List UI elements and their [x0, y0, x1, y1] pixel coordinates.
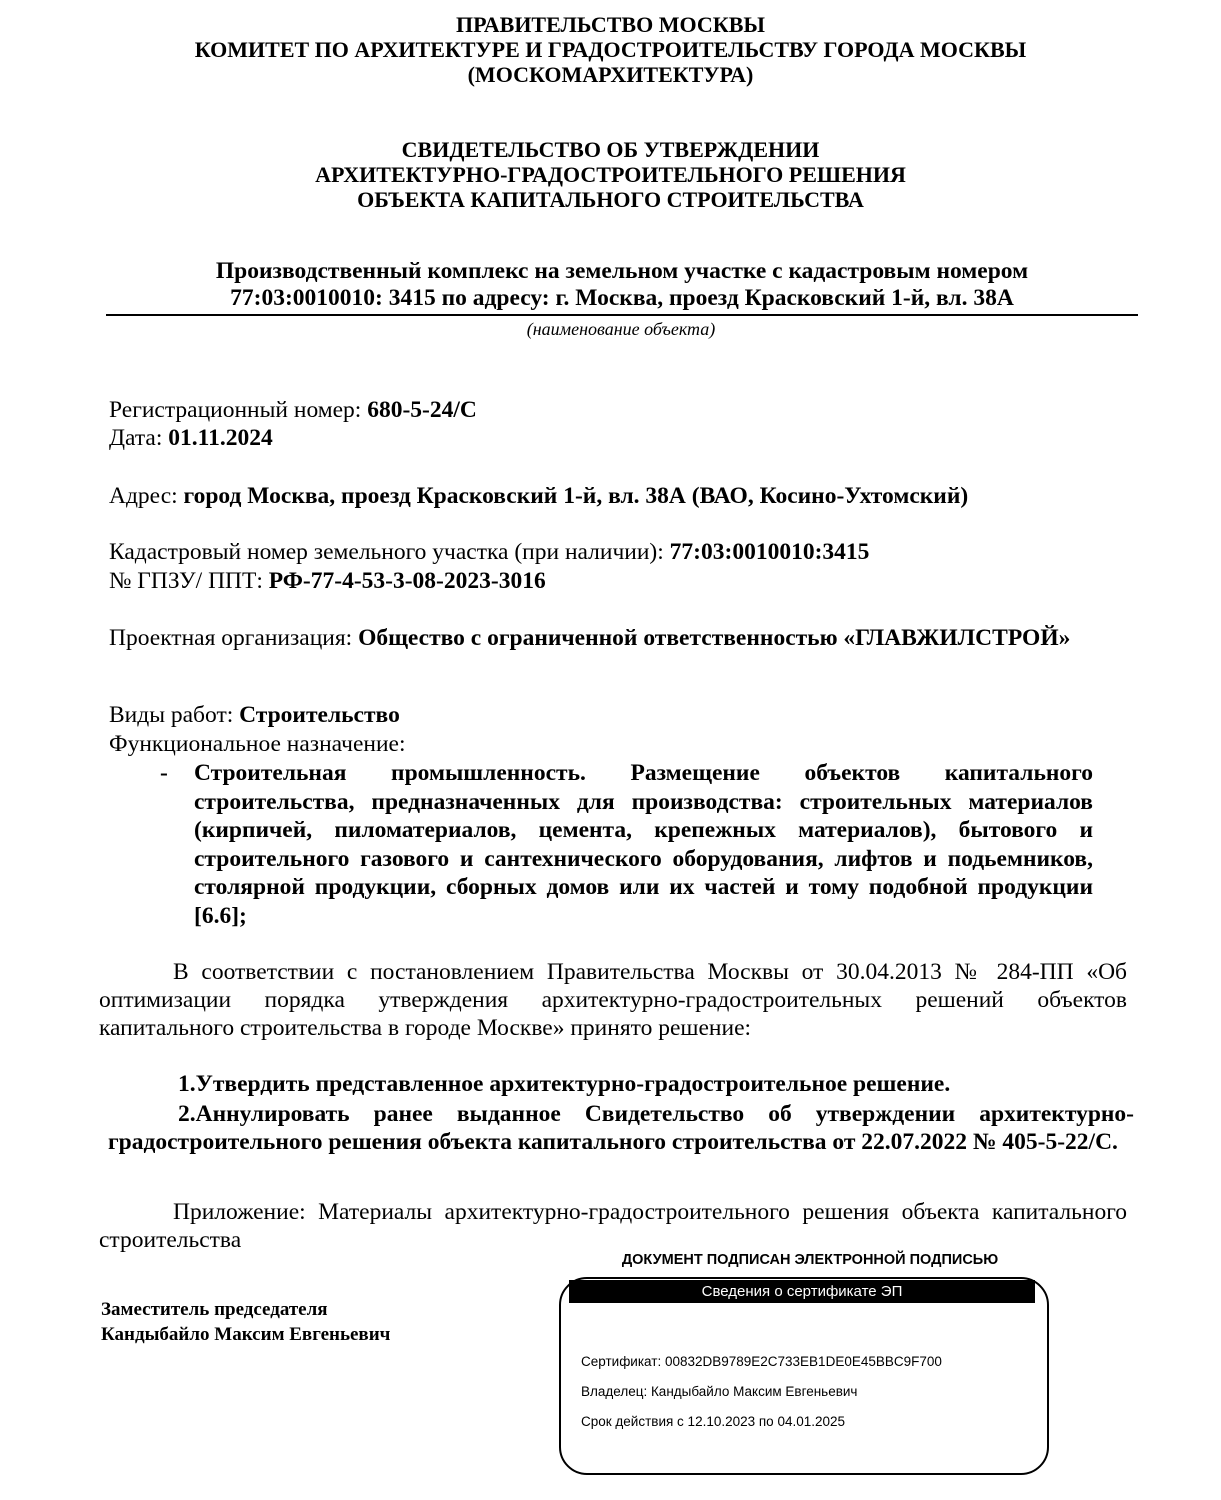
e-signature-title: ДОКУМЕНТ ПОДПИСАН ЭЛЕКТРОННОЙ ПОДПИСЬЮ — [621, 1252, 999, 1268]
gpzu-label: № ГПЗУ/ ППТ: — [109, 568, 269, 594]
signer-name: Кандыбайло Максим Евгеньевич — [101, 1324, 391, 1345]
address-value: город Москва, проезд Красковский 1-й, вл. 38А (ВАО, Косино-Ухтомский) — [183, 483, 969, 509]
object-name-underline — [106, 314, 1138, 316]
resolution-paragraph: В соответствии с постановлением Правительства Москвы от 30.04.2013 № 284-ПП «Об оптимизации порядка утверждения архитектурно-градостроительных решений объектов капитального строительства в городе Москве» принято решение: — [99, 959, 1127, 1041]
function-item-text: Строительная промышленность. Размещение объектов капитального строительства, предназначенных для производства: строительных материалов (кирпичей, пиломатериалов, цемента, крепежных материалов), бытового и строительного газового и сантехнического оборудования, лифтов и подьемников, столярной продукции, сборных домов или их частей и тому подобной продукции [6.6]; — [194, 760, 1093, 929]
signer-position: Заместитель председателя — [101, 1299, 328, 1320]
registration-label: Регистрационный номер: — [109, 397, 368, 423]
design-org-label: Проектная организация: — [109, 625, 359, 651]
registration-value: 680-5-24/С — [367, 397, 477, 423]
object-name — [106, 258, 1138, 312]
design-org-value: Общество с ограниченной ответственностью «ГЛАВЖИЛСТРОЙ» — [358, 625, 1071, 651]
registration-number — [109, 396, 477, 424]
certificate-title-line-1: СВИДЕТЕЛЬСТВО ОБ УТВЕРЖДЕНИИ — [401, 137, 820, 162]
date-value: 01.11.2024 — [168, 425, 273, 451]
decision-item-2: 2.Аннулировать ранее выданное Свидетельство об утверждении архитектурно-градостроительного решения объекта капитального строительства от 22.07.2022 № 405-5-22/С. — [108, 1101, 1134, 1155]
e-signature-stamp — [559, 1277, 1049, 1475]
cadastral-label: Кадастровый номер земельного участка (при наличии): — [109, 539, 670, 565]
appendix-paragraph: Приложение: Материалы архитектурно-градостроительного решения объекта капитального строительства — [99, 1199, 1127, 1253]
cadastral-number — [109, 538, 869, 566]
works-value: Строительство — [239, 702, 400, 728]
function-label: Функциональное назначение: — [109, 731, 406, 757]
gpzu-number — [109, 567, 546, 595]
address-label: Адрес: — [109, 483, 184, 509]
e-signature-band: Сведения о сертификате ЭП — [569, 1280, 1035, 1303]
issue-date — [109, 424, 273, 452]
design-organization — [109, 624, 1109, 652]
signer-block — [101, 1297, 390, 1347]
certificate-title-line-2: АРХИТЕКТУРНО-ГРАДОСТРОИТЕЛЬНОГО РЕШЕНИЯ — [315, 162, 906, 187]
date-label: Дата: — [109, 425, 169, 451]
list-dash: - — [160, 760, 168, 786]
e-signature-certificate: Сертификат: 00832DB9789E2C733EB1DE0E45BBC9F700 — [581, 1354, 942, 1369]
issuer-line-1: ПРАВИТЕЛЬСТВО МОСКВЫ — [456, 12, 765, 37]
work-types — [109, 701, 400, 729]
issuer-line-3: (МОСКОМАРХИТЕКТУРА) — [467, 62, 754, 87]
works-label: Виды работ: — [109, 702, 240, 728]
address — [109, 482, 1109, 510]
e-signature-validity: Срок действия с 12.10.2023 по 04.01.2025 — [581, 1414, 846, 1429]
decision-item-1: 1.Утвердить представленное архитектурно-градостроительное решение. — [178, 1071, 951, 1097]
e-signature-owner: Владелец: Кандыбайло Максим Евгеньевич — [581, 1384, 858, 1399]
object-name-line-1: Производственный комплекс на земельном участке с кадастровым номером — [215, 258, 1029, 284]
issuer-header — [0, 12, 1221, 87]
cadastral-value: 77:03:0010010:3415 — [669, 539, 870, 565]
gpzu-value: РФ-77-4-53-3-08-2023-3016 — [268, 568, 546, 594]
object-name-line-2: 77:03:0010010: 3415 по адресу: г. Москва, проезд Красковский 1-й, вл. 38А — [230, 285, 1014, 311]
object-name-caption: (наименование объекта) — [526, 319, 716, 339]
certificate-title-line-3: ОБЪЕКТА КАПИТАЛЬНОГО СТРОИТЕЛЬСТВА — [357, 187, 864, 212]
certificate-title — [0, 137, 1221, 212]
issuer-line-2: КОМИТЕТ ПО АРХИТЕКТУРЕ И ГРАДОСТРОИТЕЛЬСТВУ ГОРОДА МОСКВЫ — [194, 37, 1027, 62]
